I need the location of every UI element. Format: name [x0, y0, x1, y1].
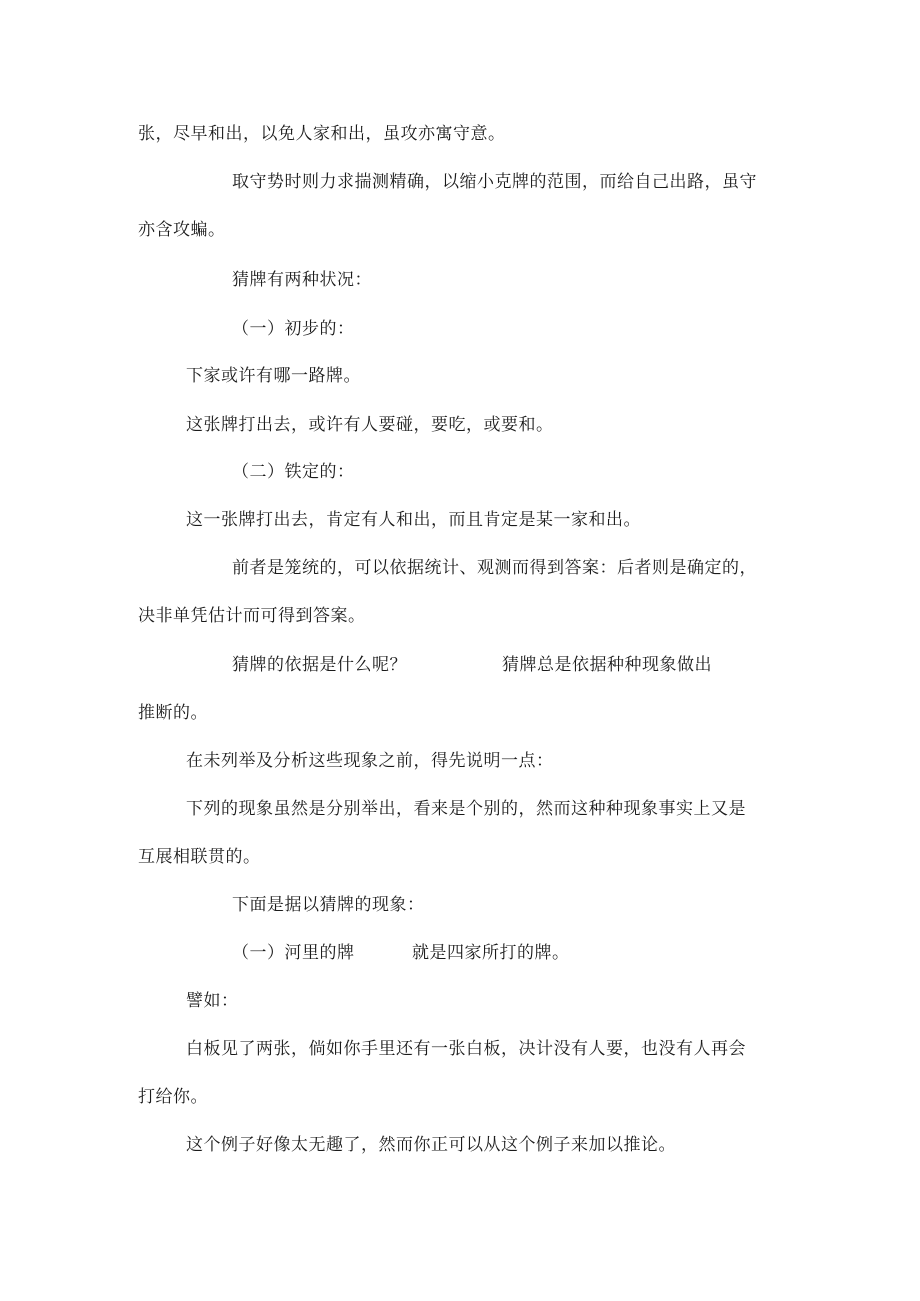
paragraph-line: 下列的现象虽然是分别举出，看来是个别的，然而这种种现象事实上又是: [186, 799, 746, 819]
paragraph-line: 猜牌有两种状况：: [232, 270, 372, 290]
paragraph-line: 亦含攻蝙。: [138, 220, 226, 240]
paragraph-line: 决非单凭估计而可得到答案。: [138, 606, 366, 626]
paragraph-line: 白板见了两张，倘如你手里还有一张白板，决计没有人要，也没有人再会: [186, 1039, 746, 1059]
paragraph-line: 这个例子好像太无趣了，然而你正可以从这个例子来加以推论。: [186, 1135, 676, 1155]
paragraph-line: 猜牌的依据是什么呢？: [232, 655, 407, 675]
paragraph-line: 张，尽早和出，以免人家和出，虽攻亦寓守意。: [138, 124, 506, 144]
paragraph-line: 在未列举及分析这些现象之前，得先说明一点：: [186, 751, 554, 771]
paragraph-line: 猜牌总是依据种种现象做出: [502, 655, 712, 675]
paragraph-line: 前者是笼统的，可以依据统计、观测而得到答案：后者则是确定的，: [232, 558, 757, 578]
paragraph-line: 下面是据以猜牌的现象：: [232, 895, 425, 915]
paragraph-line: 就是四家所打的牌。: [412, 943, 570, 963]
paragraph-line: 取守势时则力求揣测精确，以缩小克牌的范围，而给自己出路，虽守: [232, 172, 757, 192]
section-heading: （二）铁定的：: [232, 462, 355, 482]
section-heading: （一）河里的牌: [232, 943, 355, 963]
paragraph-line: 譬如：: [186, 991, 239, 1011]
section-heading: （一）初步的：: [232, 319, 355, 339]
paragraph-line: 打给你。: [138, 1087, 208, 1107]
paragraph-line: 这一张牌打出去，肯定有人和出，而且肯定是某一家和出。: [186, 510, 641, 530]
paragraph-line: 下家或许有哪一路牌。: [186, 366, 361, 386]
paragraph-line: 推断的。: [138, 703, 208, 723]
paragraph-line: 互展相联贯的。: [138, 847, 261, 867]
paragraph-line: 这张牌打出去，或许有人要碰，要吃，或要和。: [186, 415, 554, 435]
